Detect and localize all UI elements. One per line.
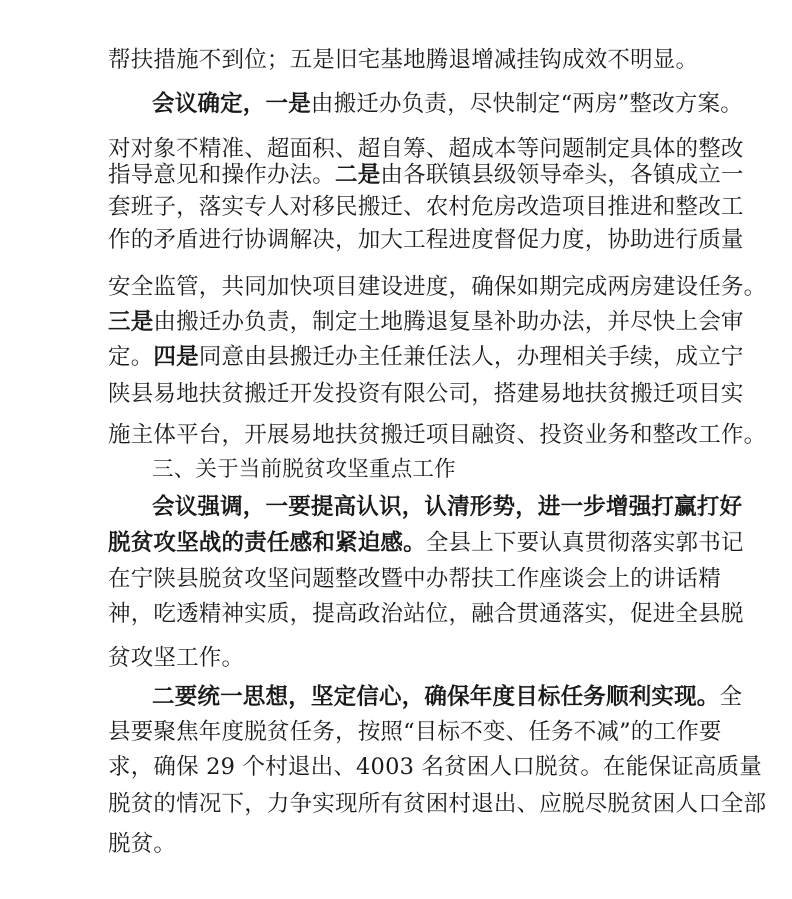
text-span: 全县上下要认真贯彻落实郭书记	[425, 530, 744, 556]
text-span: 安全监管，共同加快项目建设进度，确保如期完成两房建设任务。	[108, 274, 767, 300]
text-line	[108, 269, 767, 305]
text-span: 由搬迁办负责，尽快制定“两房”整改方案。	[310, 91, 743, 117]
text-line	[152, 489, 743, 525]
text-line	[152, 86, 743, 122]
text-line	[108, 339, 744, 375]
bold-text: 会议强调，一要提高认识，认清形势，进一步增强打赢打好	[152, 494, 743, 520]
text-span: 神，吃透精神实质，提高政治站位，融合贯通落实，促进全县脱	[108, 601, 744, 627]
text-line	[108, 714, 722, 750]
text-span: 帮扶措施不到位；五是旧宅基地腾退增减挂钩成效不明显。	[108, 47, 699, 73]
text-line	[108, 596, 744, 632]
text-span: 施主体平台，开展易地扶贫搬迁项目融资、投资业务和整改工作。	[108, 422, 767, 448]
text-span: 指导意见和操作办法。	[108, 162, 336, 188]
text-span: 求，确保 29 个村退出、4003 名贫困人口脱贫。在能保证高质量	[108, 754, 762, 780]
text-line	[108, 640, 698, 676]
text-span: 脱贫的情况下，力争实现所有贫困村退出、应脱尽脱贫困人口全部	[108, 791, 767, 817]
text-span: 由各联镇县级领导牵头，各镇成立一	[380, 162, 744, 188]
bold-text: 三是	[108, 309, 154, 335]
text-span: 贫攻坚工作。	[108, 645, 245, 671]
text-line	[108, 826, 698, 862]
text-line	[108, 561, 721, 597]
text-span: 全	[719, 684, 743, 710]
text-line	[108, 157, 744, 193]
text-span: 三、关于当前脱贫攻坚重点工作	[152, 457, 456, 482]
text-span: 由搬迁办负责，制定土地腾退复垦补助办法，并尽快上会审	[153, 309, 744, 335]
text-span: 定。	[108, 344, 154, 370]
text-span: 县要聚焦年度脱贫任务，按照“目标不变、任务不减”的工作要	[108, 719, 722, 745]
text-line	[152, 679, 743, 715]
text-span: 在宁陕县脱贫攻坚问题整改暨中办帮扶工作座谈会上的讲话精	[108, 566, 721, 592]
text-span: 套班子，落实专人对移民搬迁、农村危房改造项目推进和整改工	[108, 194, 744, 220]
bold-text: 二是	[335, 162, 381, 188]
section-heading	[152, 452, 698, 488]
text-line	[108, 749, 762, 785]
text-span: 作的矛盾进行协调解决，加大工程进度督促力度，协助进行质量	[108, 227, 744, 253]
text-line	[108, 376, 744, 412]
text-span: 陕县易地扶贫搬迁开发投资有限公司，搭建易地扶贫搬迁项目实	[108, 381, 744, 407]
text-line	[108, 417, 767, 453]
bold-text: 二要统一思想，坚定信心，确保年度目标任务顺利实现。	[152, 684, 720, 710]
bold-text: 会议确定，一是	[152, 91, 311, 117]
text-line	[108, 525, 744, 561]
text-span: 对对象不精准、超面积、超自筹、超成本等问题制定具体的整改	[108, 136, 744, 162]
text-line	[108, 189, 744, 225]
text-line	[108, 42, 698, 78]
text-span: 同意由县搬迁办主任兼任法人，办理相关手续，成立宁	[198, 344, 744, 370]
text-line	[108, 304, 744, 340]
bold-text: 四是	[153, 344, 199, 370]
text-line	[108, 222, 744, 258]
text-span: 脱贫。	[108, 831, 177, 857]
text-line	[108, 786, 767, 822]
bold-text: 脱贫攻坚战的责任感和紧迫感。	[108, 530, 426, 556]
